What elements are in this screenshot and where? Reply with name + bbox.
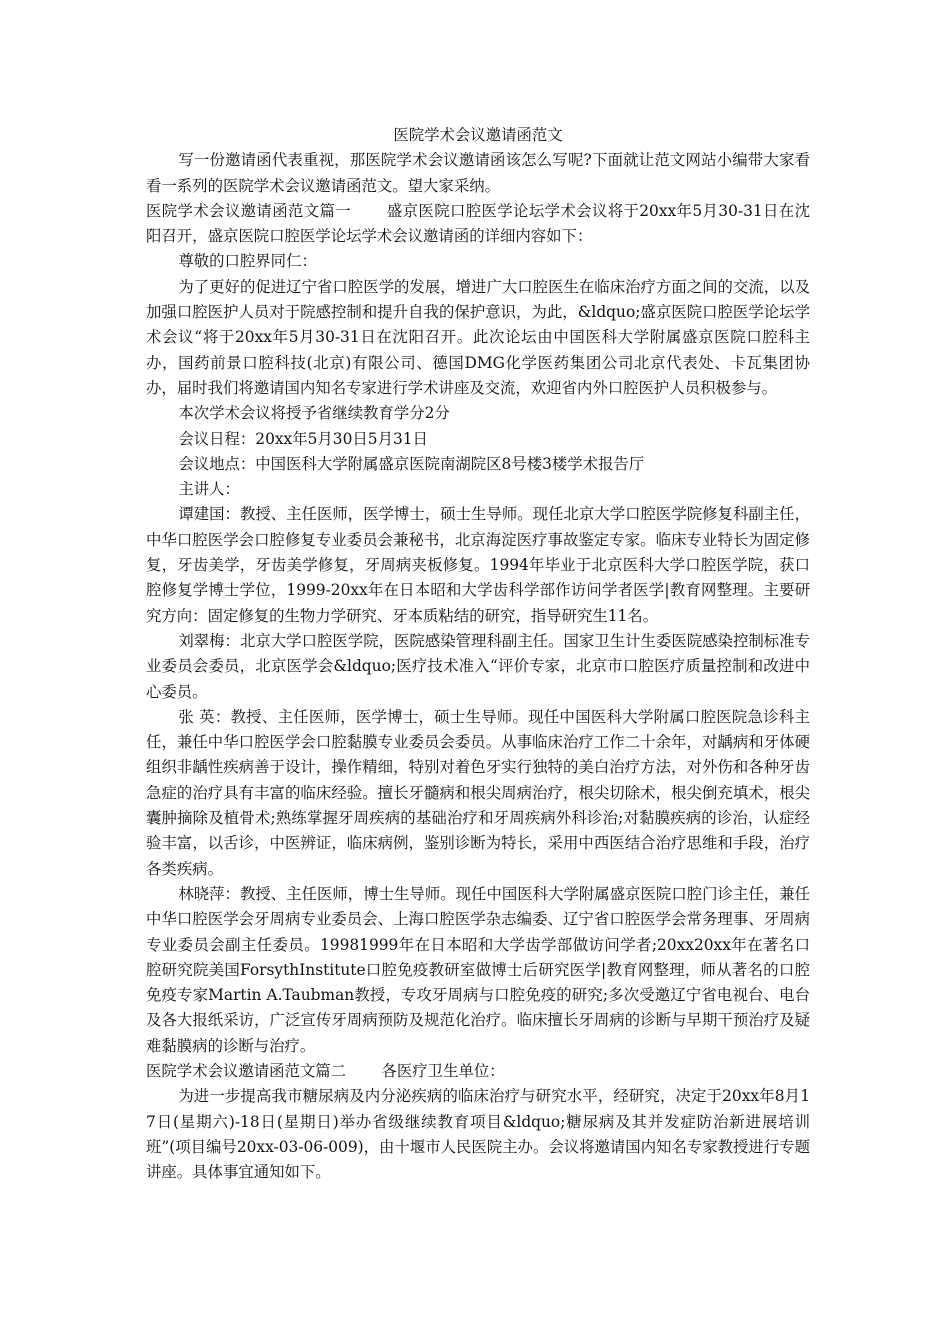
- speaker-1-bio: 谭建国：教授、主任医师，医学博士，硕士生导师。现任北京大学口腔医学院修复科副主任，中华口腔医学会口腔修复专业委员会兼秘书，北京海淀医疗事故鉴定专家。临床专业特长为固定修复，牙齿美学，牙齿美学修复，牙周病夹板修复。1994年毕业于北京医科大学口腔医学院，获口腔修复学博士学位，1999-20xx年在日本昭和大学齿科学部作访问学者医学|教育网整理。主要研究方向：固定修复的生物力学研究、牙本质粘结的研究，指导研究生11名。: [146, 505, 810, 625]
- speakers-label: 主讲人：: [178, 480, 240, 499]
- section1-paragraph-1: 为了更好的促进辽宁省口腔医学的发展，增进广大口腔医生在临床治疗方面之间的交流，以及加强口腔医护人员对于院感控制和提升自我的保护意识，为此，&ldquo;盛京医院口腔医学论坛学术会议“将于20xx年5月30-31日在沈阳召开。此次论坛由中国医科大学附属盛京医院口腔科主办，国药前景口腔科技(北京)有限公司、德国DMG化学医药集团公司北京代表处、卡瓦集团协办，届时我们将邀请国内知名专家进行学术讲座及交流，欢迎省内外口腔医护人员积极参与。: [146, 277, 810, 397]
- intro-paragraph: 写一份邀请函代表重视，那医院学术会议邀请函该怎么写呢?下面就让范文网站小编带大家看看一系列的医院学术会议邀请函范文。望大家采纳。: [146, 151, 810, 195]
- speaker-3-bio: 张 英：教授、主任医师，医学博士，硕士生导师。现任中国医科大学附属口腔医院急诊科主任，兼任中华口腔医学会口腔黏膜专业委员会委员。从事临床治疗工作二十余年，对龋病和牙体硬组织非龋性疾病善于设计，操作精细，特别对着色牙实行独特的美白治疗方法，对外伤和各种牙齿急症的治疗具有丰富的临床经验。擅长牙髓病和根尖周病治疗，根尖切除术，根尖倒充填术，根尖囊肿摘除及植骨术;熟练掌握牙周疾病的基础治疗和牙周疾病外科诊治;对黏膜疾病的诊治，认症经验丰富，以舌诊，中医辨证，临床病例，鉴别诊断为特长，采用中西医结合治疗思维和手段，治疗各类疾病。: [146, 707, 810, 878]
- salutation: 尊敬的口腔界同仁：: [178, 252, 317, 271]
- section1-heading-text: 盛京医院口腔医学论坛学术会议将于20xx年5月30-31日在沈阳召开，盛京医院口腔医学论坛学术会议邀请函的详细内容如下：: [146, 201, 810, 246]
- section2-heading: 医院学术会议邀请函范文篇二: [146, 1061, 347, 1080]
- section2-heading-text: 各医疗卫生单位：: [381, 1061, 505, 1080]
- section1-heading-paragraph: [146, 199, 810, 250]
- document-body: [146, 123, 810, 1185]
- section1-heading: 医院学术会议邀请函范文篇一: [146, 201, 352, 220]
- section2-heading-paragraph: [146, 1059, 810, 1084]
- schedule-line: 会议日程：20xx年5月30日5月31日: [178, 429, 428, 448]
- document-title: 医院学术会议邀请函范文: [393, 126, 563, 144]
- speaker-4-bio: 林晓萍：教授、主任医师，博士生导师。现任中国医科大学附属盛京医院口腔门诊主任，兼任中华口腔医学会牙周病专业委员会、上海口腔医学杂志编委、辽宁省口腔医学会常务理事、牙周病专业委员会副主任委员。19981999年在日本昭和大学齿学部做访问学者;20xx20xx年在著名口腔研究院美国ForsythInstitute口腔免疫教研室做博士后研究医学|教育网整理，师从著名的口腔免疫专家Martin A.Taubman教授，专攻牙周病与口腔免疫的研究;多次受邀辽宁省电视台、电台及各大报纸采访，广泛宣传牙周病预防及规范化治疗。临床擅长牙周病的诊断与早期干预治疗及疑难黏膜病的诊断与治疗。: [146, 884, 810, 1055]
- speaker-2-bio: 刘翠梅：北京大学口腔医学院，医院感染管理科副主任。国家卫生计生委医院感染控制标准专业委员会委员，北京医学会&ldquo;医疗技术准入“评价专家，北京市口腔医疗质量控制和改进中心委员。: [146, 631, 810, 701]
- venue-line: 会议地点：中国医科大学附属盛京医院南湖院区8号楼3楼学术报告厅: [178, 454, 645, 473]
- section2-paragraph-1: 为进一步提高我市糖尿病及内分泌疾病的临床治疗与研究水平，经研究，决定于20xx年8月17日(星期六)-18日(星期日)举办省级继续教育项目&ldquo;糖尿病及其并发症防治新进展培训班”(项目编号20xx-03-06-009)，由十堰市人民医院主办。会议将邀请国内知名专家教授进行专题讲座。具体事宜通知如下。: [146, 1087, 810, 1182]
- credit-line: 本次学术会议将授予省继续教育学分2分: [178, 404, 450, 423]
